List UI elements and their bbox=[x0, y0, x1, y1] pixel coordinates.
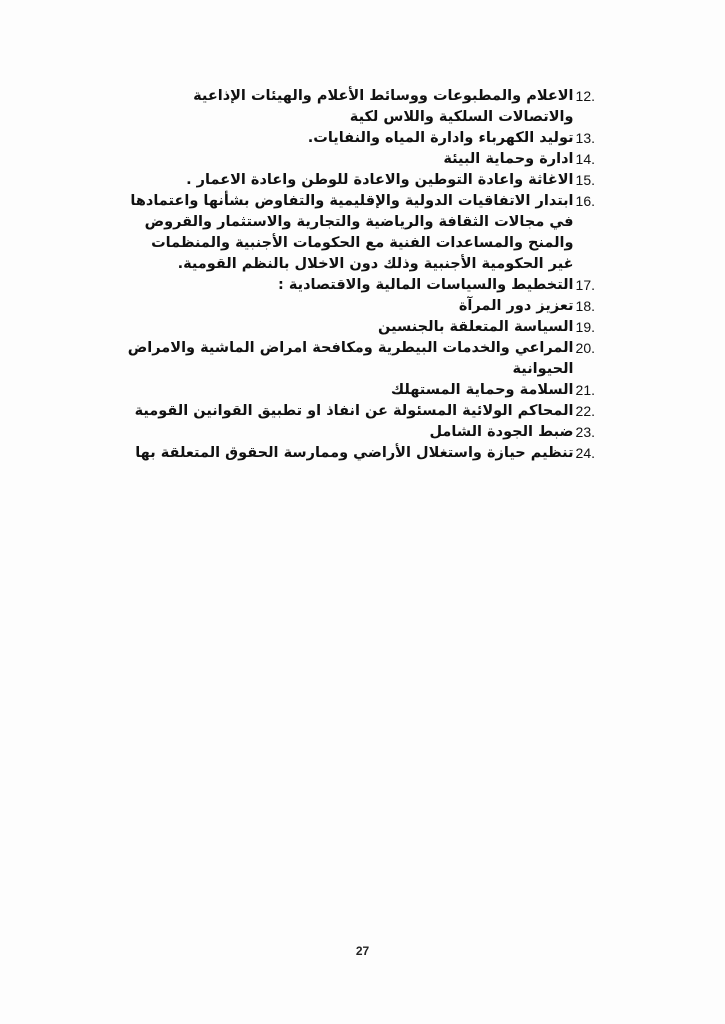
list-item-text: ضبط الجودة الشامل bbox=[429, 424, 574, 440]
numbered-list bbox=[125, 86, 595, 464]
list-item-text: المراعي والخدمات البيطرية ومكافحة امراض الماشية والامراض الحيوانية bbox=[127, 340, 574, 377]
list-item-number: 20. bbox=[575, 340, 595, 356]
list-item-number: 18. bbox=[575, 298, 595, 314]
list-item bbox=[125, 149, 595, 170]
list-item-text: توليد الكهرباء وادارة المياه والنفايات. bbox=[307, 130, 574, 146]
list-item bbox=[125, 317, 595, 338]
list-item-number: 12. bbox=[575, 88, 595, 104]
list-item-number: 14. bbox=[575, 151, 595, 167]
list-item-number: 19. bbox=[575, 319, 595, 335]
list-item-text: السلامة وحماية المستهلك bbox=[390, 382, 574, 398]
list-item-number: 17. bbox=[575, 277, 595, 293]
list-item-number: 15. bbox=[575, 172, 595, 188]
page-number: 27 bbox=[355, 944, 370, 958]
list-item bbox=[125, 338, 595, 380]
list-item-text: المحاكم الولائية المسئولة عن انفاذ او تطبيق القوانين القومية bbox=[134, 403, 574, 419]
list-item bbox=[125, 86, 595, 128]
list-item bbox=[125, 128, 595, 149]
list-item bbox=[125, 170, 595, 191]
list-item bbox=[125, 296, 595, 317]
list-item-text: تعزيز دور المرآة bbox=[458, 298, 574, 314]
list-item-text: التخطيط والسياسات المالية والاقتصادية : bbox=[278, 277, 574, 293]
list-item-number: 24. bbox=[575, 445, 595, 461]
list-item-number: 23. bbox=[575, 424, 595, 440]
list-item-text: الاغاثة واعادة التوطين والاعادة للوطن واعادة الاعمار . bbox=[186, 172, 574, 188]
list-item bbox=[125, 380, 595, 401]
list-item bbox=[125, 275, 595, 296]
list-item-number: 16. bbox=[575, 193, 595, 209]
list-item-text: الاعلام والمطبوعات ووسائط الأعلام والهيئات الإذاعية والاتصالات السلكية واللاس لكية bbox=[193, 88, 574, 125]
list-item bbox=[125, 401, 595, 422]
list-item-text: ابتدار الاتفاقيات الدولية والإقليمية والتفاوض بشأنها واعتمادها في مجالات الثقافة والرياضية والتجارية والاستثمار والقروض والمنح والمساعدات الفنية مع الحكومات الأجنبية والمنظمات غير الحكومية الأجنبية وذلك دون الاخلال بالنظم القومية. bbox=[130, 193, 574, 272]
list-item-number: 22. bbox=[575, 403, 595, 419]
list-item bbox=[125, 191, 595, 275]
list-item-number: 13. bbox=[575, 130, 595, 146]
list-item-text: ادارة وحماية البيئة bbox=[443, 151, 574, 167]
list-item-text: تنظيم حيازة واستغلال الأراضي وممارسة الحقوق المتعلقة بها bbox=[135, 445, 574, 461]
list-item-text: السياسة المتعلقة بالجنسين bbox=[378, 319, 574, 335]
list-item bbox=[125, 422, 595, 443]
list-item bbox=[125, 443, 595, 464]
list-item-number: 21. bbox=[575, 382, 595, 398]
